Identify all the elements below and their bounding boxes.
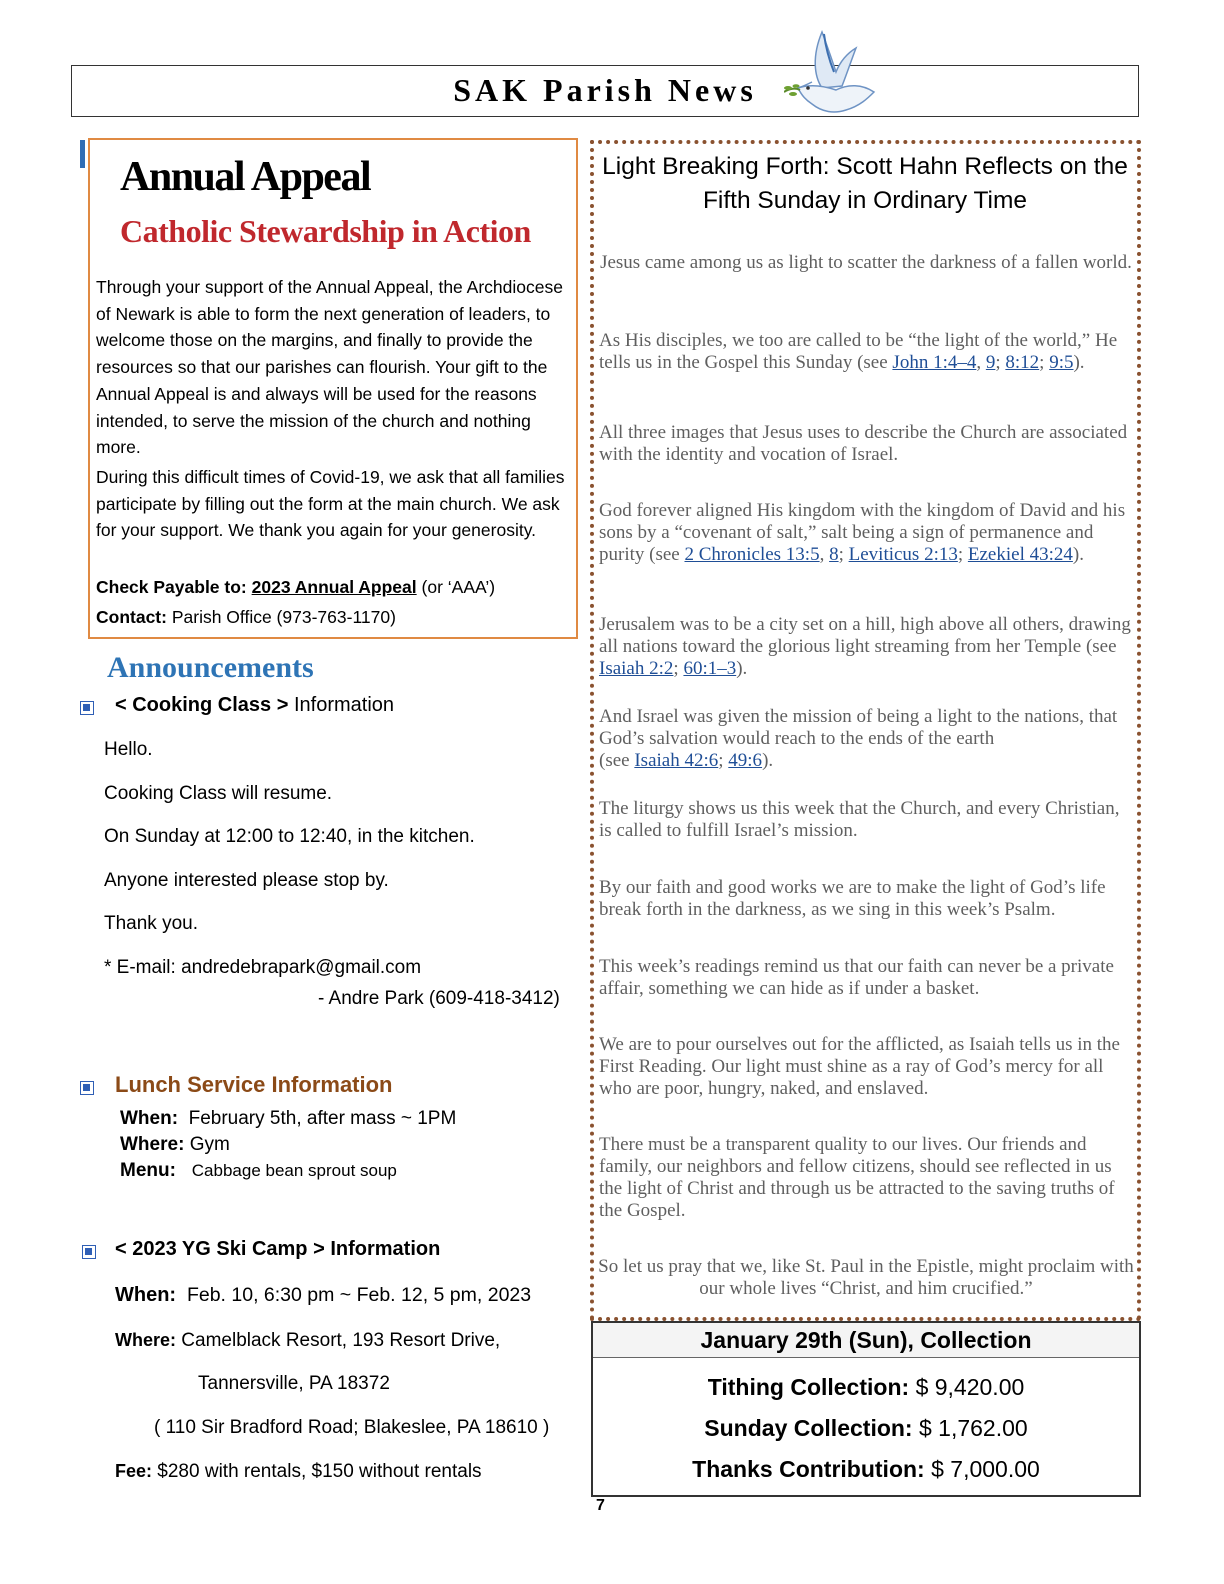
ski-camp-title: < 2023 YG Ski Camp > Information	[115, 1238, 441, 1260]
cooking-signature: - Andre Park (609-418-3412)	[318, 988, 560, 1009]
scripture-link[interactable]: 9:5	[1049, 352, 1074, 373]
tithing-collection-line	[593, 1372, 1139, 1402]
lunch-when-value: February 5th, after mass ~ 1PM	[188, 1108, 457, 1129]
ski-where-value: Camelblack Resort, 193 Resort Drive,	[181, 1330, 501, 1351]
contact-value: Parish Office (973-763-1170)	[171, 607, 396, 627]
article-paragraph: There must be a transparent quality to our lives. Our friends and family, our neighbors and fellow citizens, should see reflected in us the light of Christ and through us be attracted to the saving truths of the Gospel.	[599, 1134, 1115, 1221]
article-paragraph: As His disciples, we too are called to be “the light of the world,” He tells us in the Gospel this Sunday (see John 1:4–4, 9; 8:12; 9:5).	[599, 330, 1118, 373]
ski-when	[115, 1282, 531, 1308]
ski-fee-value: $280 with rentals, $150 without rentals	[157, 1461, 482, 1482]
cooking-line: Hello.	[104, 739, 153, 760]
scripture-link[interactable]: 60:1–3	[683, 658, 737, 679]
article-paragraph: So let us pray that we, like St. Paul in the Epistle, might proclaim with our whole lives “Christ, and him crucified.”	[598, 1256, 1134, 1299]
cooking-email: * E-mail: andredebrapark@gmail.com	[104, 957, 422, 978]
article-text: God forever aligned His kingdom with the kingdom of David and his sons by a “covenant of salt,” salt being a sign of permanence and purity (see	[599, 500, 1126, 565]
lunch-menu-label: Menu:	[120, 1160, 176, 1181]
lunch-service-title: Lunch Service Information	[115, 1072, 393, 1097]
scripture-link[interactable]: Isaiah 2:2	[599, 658, 674, 679]
scripture-link[interactable]: Isaiah 42:6	[634, 750, 719, 771]
lunch-when	[120, 1106, 456, 1132]
lunch-where-label: Where:	[120, 1134, 185, 1155]
cooking-class-title	[115, 692, 394, 718]
ski-when-label: When:	[115, 1284, 177, 1306]
cooking-line: On Sunday at 12:00 to 12:40, in the kitchen.	[104, 826, 475, 847]
ski-where-line3: ( 110 Sir Bradford Road; Blakeslee, PA 18610 )	[154, 1417, 550, 1438]
article-text: And Israel was given the mission of being a light to the nations, that God’s salvation would reach to the ends of the earth	[599, 706, 1118, 749]
announcements-heading: Announcements	[107, 651, 314, 684]
ski-where-label: Where:	[115, 1330, 177, 1350]
newsletter-title: SAK Parish News	[453, 72, 757, 108]
appeal-tab-marker	[80, 140, 85, 168]
cooking-line: Anyone interested please stop by.	[104, 870, 389, 891]
lunch-when-label: When:	[120, 1108, 179, 1129]
scripture-link[interactable]: 2 Chronicles 13:5	[684, 544, 820, 565]
tithing-value: $ 9,420.00	[915, 1374, 1025, 1400]
check-payable-line	[96, 574, 495, 600]
article-paragraph: We are to pour ourselves out for the afflicted, as Isaiah tells us in the First Reading. Our light must shine as a ray of God’s mercy for all who are poor, hungry, naked, and enslaved.	[599, 1034, 1120, 1099]
appeal-paragraph: Through your support of the Annual Appeal, the Archdiocese of Newark is able to form the next generation of leaders, to welcome those on the margins, and finally to provide the resources so that our parishes can flourish. Your gift to the Annual Appeal is and always will be used for the reasons intended, to serve the mission of the church and nothing more.	[96, 277, 563, 458]
thanks-value: $ 7,000.00	[931, 1456, 1040, 1482]
checkbox-bullet-icon	[80, 1081, 94, 1095]
scripture-link[interactable]: 49:6	[728, 750, 763, 771]
article-title: Light Breaking Forth: Scott Hahn Reflects on the Fifth Sunday in Ordinary Time	[602, 153, 1128, 214]
article-paragraph: God forever aligned His kingdom with the kingdom of David and his sons by a “covenant of salt,” salt being a sign of permanence and purity (see 2 Chronicles 13:5, 8; Leviticus 2:13; Ezekiel 43:24).	[599, 500, 1126, 565]
check-note: (or ‘AAA’)	[421, 577, 496, 597]
ski-fee	[115, 1458, 482, 1485]
check-payee: 2023 Annual Appeal	[251, 577, 417, 597]
article-paragraph: By our faith and good works we are to make the light of God’s life break forth in the darkness, as we sing in this week’s Psalm.	[599, 877, 1106, 920]
article-paragraph: The liturgy shows us this week that the Church, and every Christian, is called to fulfill Israel’s mission.	[599, 798, 1120, 841]
scripture-link[interactable]: 9	[985, 352, 996, 373]
appeal-subtitle: Catholic Stewardship in Action	[120, 213, 531, 249]
scripture-link[interactable]: John 1:4–4	[892, 352, 977, 373]
article-text: Jerusalem was to be a city set on a hill, high above all others, drawing all nations toward the glorious light streaming from her Temple (see	[599, 614, 1131, 657]
lunch-where-value: Gym	[189, 1134, 230, 1155]
article-paragraph: Jerusalem was to be a city set on a hill, high above all others, drawing all nations toward the glorious light streaming from her Temple (see Isaiah 2:2; 60:1–3).	[599, 614, 1131, 679]
article-paragraph: Jesus came among us as light to scatter the darkness of a fallen world.	[600, 252, 1132, 273]
cooking-title-bold: < Cooking Class >	[115, 694, 289, 716]
appeal-title: Annual Appeal	[120, 154, 371, 200]
cooking-line: Cooking Class will resume.	[104, 783, 333, 804]
scripture-link[interactable]: 8:12	[1005, 352, 1040, 373]
check-label: Check Payable to:	[96, 577, 247, 597]
contact-line	[96, 604, 396, 630]
lunch-where	[120, 1132, 230, 1158]
sunday-collection-line	[593, 1413, 1139, 1443]
cooking-title-rest: Information	[293, 694, 395, 716]
article-text: As His disciples, we too are called to be “the light of the world,” He tells us in the Gospel this Sunday (see	[599, 330, 1118, 373]
tithing-label: Tithing Collection:	[707, 1374, 910, 1400]
checkbox-bullet-icon	[80, 701, 94, 715]
ski-when-value: Feb. 10, 6:30 pm ~ Feb. 12, 5 pm, 2023	[186, 1284, 532, 1306]
page-number: 7	[596, 1497, 605, 1514]
sunday-label: Sunday Collection:	[704, 1415, 913, 1441]
ski-fee-label: Fee:	[115, 1461, 153, 1481]
article-paragraph: All three images that Jesus uses to describe the Church are associated with the identity and vocation of Israel.	[599, 422, 1128, 465]
appeal-paragraph: During this difficult times of Covid-19, we ask that all families participate by filling out the form at the main church. We ask for your support. We thank you again for your generosity.	[96, 467, 565, 541]
article-paragraph: This week’s readings remind us that our faith can never be a private affair, something we can hide as if under a basket.	[599, 956, 1114, 999]
collection-heading: January 29th (Sun), Collection	[593, 1323, 1139, 1358]
lunch-menu	[120, 1158, 397, 1184]
ski-where	[115, 1327, 500, 1354]
contact-label: Contact:	[96, 607, 167, 627]
scripture-link[interactable]: 8	[829, 544, 839, 565]
article-text: (see	[599, 750, 635, 771]
dove-icon	[784, 26, 880, 120]
thanks-contribution-line	[593, 1454, 1139, 1484]
sunday-value: $ 1,762.00	[918, 1415, 1028, 1441]
checkbox-bullet-icon	[82, 1245, 96, 1259]
ski-where-line2: Tannersville, PA 18372	[198, 1373, 390, 1394]
cooking-line: Thank you.	[104, 913, 198, 934]
article-paragraph: And Israel was given the mission of being a light to the nations, that God’s salvation would reach to the ends of the earth (see Isaiah 42:6; 49:6).	[599, 706, 1118, 771]
scripture-link[interactable]: Ezekiel 43:24	[967, 544, 1073, 565]
thanks-label: Thanks Contribution:	[692, 1456, 925, 1482]
scripture-link[interactable]: Leviticus 2:13	[848, 544, 958, 565]
lunch-menu-value: Cabbage bean sprout soup	[191, 1161, 397, 1180]
